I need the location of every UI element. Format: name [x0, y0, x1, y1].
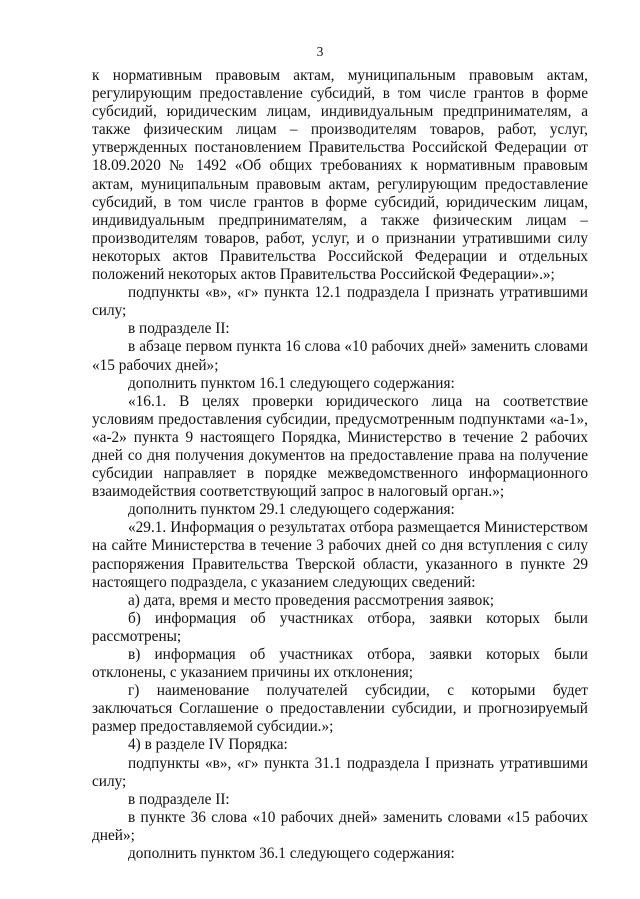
paragraph-16: в пункте 36 слова «10 рабочих дней» заменить словами «15 рабочих дней»; — [92, 808, 588, 844]
paragraph-11: в) информация об участниках отбора, заявки которых были отклонены, с указанием причины их отклонения; — [92, 646, 588, 682]
paragraph-6: «16.1. В целях проверки юридического лица на соответствие условиям предоставления субсидии, предусмотренным подпунктами «а-1», «а-2» пункта 9 настоящего Порядка, Министерство в течение 2 рабочих дней со дня получения документов на предоставление права на получение субсидии направляет в порядке межведомственного информационного взаимодействия соответствующий запрос в налоговый орган.»; — [92, 392, 588, 501]
paragraph-15: в подразделе II: — [128, 790, 230, 808]
paragraph-13: 4) в разделе IV Порядка: — [128, 736, 288, 754]
paragraph-7: дополнить пунктом 29.1 следующего содержания: — [128, 501, 455, 519]
paragraph-1: к нормативным правовым актам, муниципальным правовым актам, регулирующим предоставление субсидий, в том числе грантов в форме субсидий, юридическим лицам, индивидуальным предпринимателям, а также физическим лицам – производителям товаров, работ, услуг, утвержденных постановлением Правительства Российской Федерации от 18.09.2020 № 1492 «Об общих требованиях к нормативным правовым актам, муниципальным правовым актам, регулирующим предоставление субсидий, в том числе грантов в форме субсидий, юридическим лицам, индивидуальным предпринимателям, а также физическим лицам – производителям товаров, работ, услуг, и о признании утратившими силу некоторых актов Правительства Российской Федерации и отдельных положений некоторых актов Правительства Российской Федерации».»; — [92, 67, 588, 284]
document-body — [92, 67, 588, 863]
paragraph-4: в абзаце первом пункта 16 слова «10 рабочих дней» заменить словами «15 рабочих дней»; — [92, 338, 588, 374]
paragraph-2: подпункты «в», «г» пункта 12.1 подраздела I признать утратившими силу; — [92, 284, 588, 320]
paragraph-9: а) дата, время и место проведения рассмотрения заявок; — [128, 591, 495, 609]
paragraph-12: г) наименование получателей субсидии, с которыми будет заключаться Соглашение о предоставлении субсидии, и прогнозируемый размер предоставляемой субсидии.»; — [92, 682, 588, 736]
paragraph-5: дополнить пунктом 16.1 следующего содержания: — [128, 374, 455, 392]
page-number: 3 — [316, 44, 324, 59]
paragraph-10: б) информация об участниках отбора, заявки которых были рассмотрены; — [92, 609, 588, 645]
paragraph-14: подпункты «в», «г» пункта 31.1 подраздела I признать утратившими силу; — [92, 754, 588, 790]
paragraph-8: «29.1. Информация о результатах отбора размещается Министерством на сайте Министерства в течение 3 рабочих дней со дня вступления с силу распоряжения Правительства Тверской области, указанного в пункте 29 настоящего подраздела, с указанием следующих сведений: — [92, 519, 588, 591]
paragraph-3: в подразделе II: — [128, 320, 230, 338]
paragraph-17: дополнить пунктом 36.1 следующего содержания: — [128, 845, 455, 863]
